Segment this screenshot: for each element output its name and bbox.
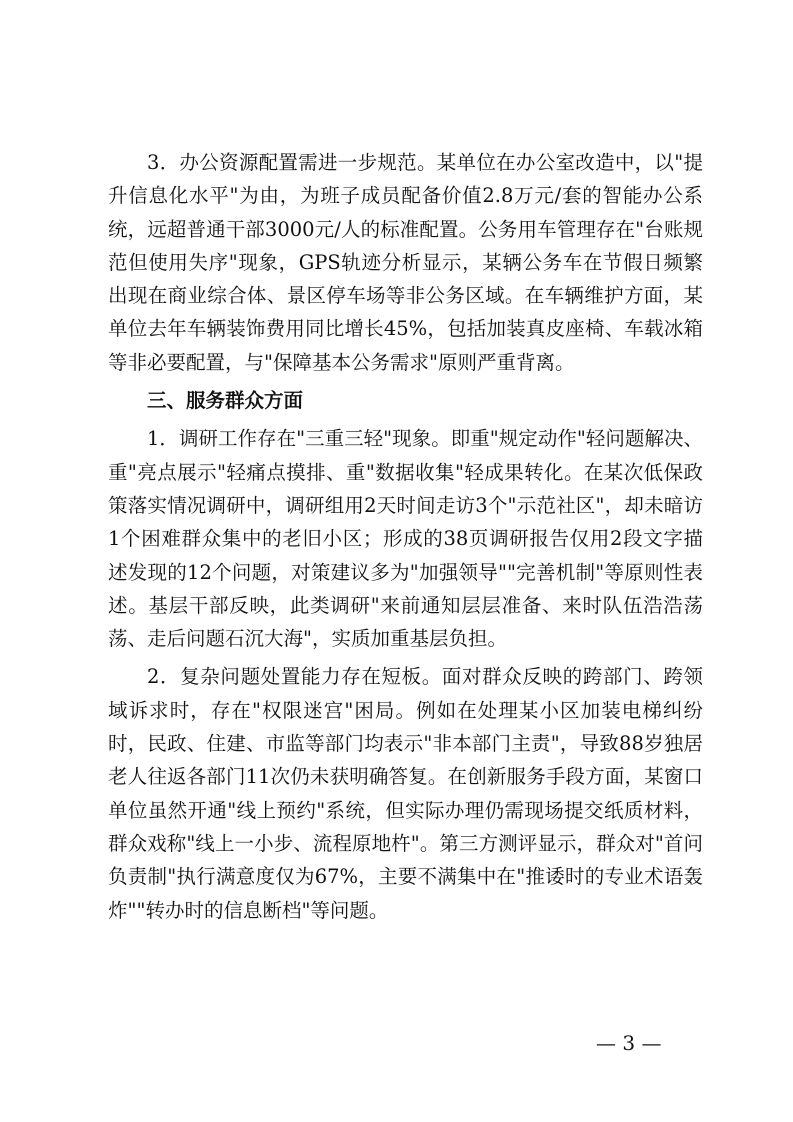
body-text — [108, 146, 703, 927]
page-number: — 3 — — [596, 1031, 662, 1055]
section-heading: 三、服务群众方面 — [147, 389, 304, 413]
paragraph-complex-issues: 2．复杂问题处置能力存在短板。面对群众反映的跨部门、跨领域诉求时，存在"权限迷宫"困局。例如在处理某小区加装电梯纠纷时，民政、住建、市监等部门均表示"非本部门主责"，导致88岁独居老人往返各部门11次仍未获明确答复。在创新服务手段方面，某窗口单位虽然开通"线上预约"系统，但实际办理仍需现场提交纸质材料，群众戏称"线上一小步、流程原地杵"。第三方测评显示，群众对"首问负责制"执行满意度仅为67%，主要不满集中在"推诿时的专业术语轰炸""转办时的信息断档"等问题。 — [108, 665, 703, 922]
paragraph-office-resources: 3．办公资源配置需进一步规范。某单位在办公室改造中，以"提升信息化水平"为由，为班子成员配备价值2.8万元/套的智能办公系统，远超普通干部3000元/人的标准配置。公务用车管理存在"台账规范但使用失序"现象，GPS轨迹分析显示，某辆公务车在节假日频繁出现在商业综合体、景区停车场等非公务区域。在车辆维护方面，某单位去年车辆装饰费用同比增长45%，包括加装真皮座椅、车载冰箱等非必要配置，与"保障基本公务需求"原则严重背离。 — [108, 151, 703, 374]
paragraph-research-work: 1．调研工作存在"三重三轻"现象。即重"规定动作"轻问题解决、重"亮点展示"轻痛点摸排、重"数据收集"轻成果转化。在某次低保政策落实情况调研中，调研组用2天时间走访3个"示范社区"，却未暗访1个困难群众集中的老旧小区；形成的38页调研报告仅用2段文字描述发现的12个问题，对策建议多为"加强领导""完善机制"等原则性表述。基层干部反映，此类调研"来前通知层层准备、来时队伍浩浩荡荡、走后问题石沉大海"，实质加重基层负担。 — [108, 427, 703, 651]
